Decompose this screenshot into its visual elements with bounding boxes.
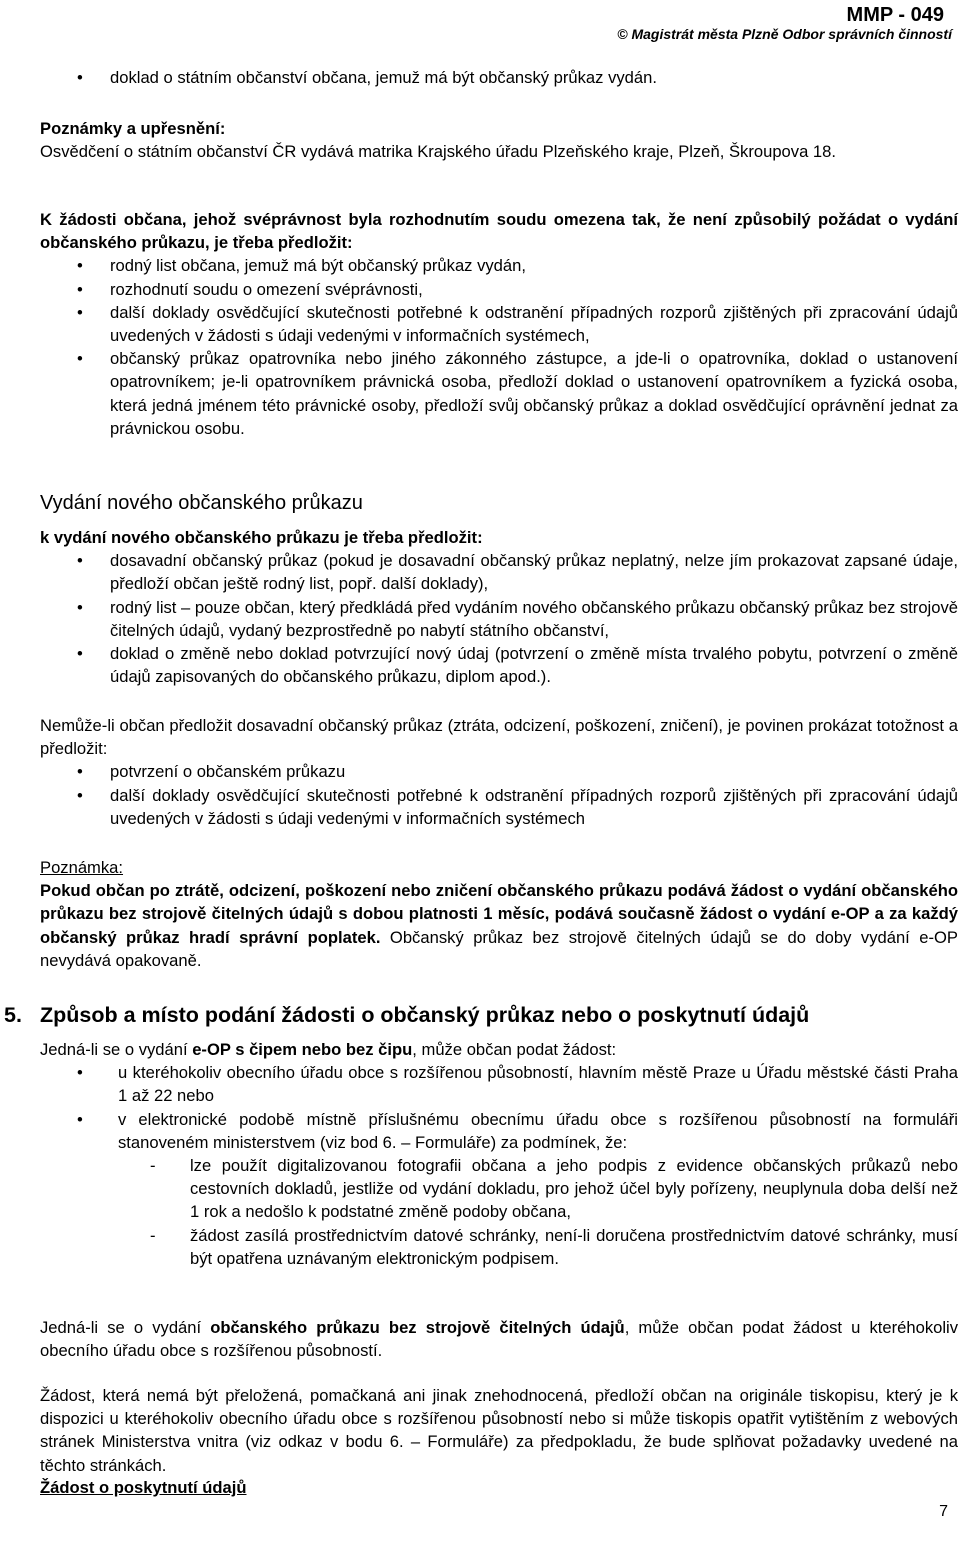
list-item: • v elektronické podobě místně příslušnému obecnímu úřadu obce s rozšířenou působností na formuláři stanoveném ministerstvem (viz bod 6. – Formuláře) za podmínek, že: bbox=[77, 1109, 958, 1152]
list-item: • rodný list – pouze občan, který předkládá před vydáním nového občanského průkazu občanský průkaz bez strojově čitelných údajů, vydaný bezprostředně po nabytí státního občanství, bbox=[77, 597, 958, 640]
list-item: • u kteréhokoliv obecního úřadu obce s rozšířenou působností, hlavním městě Praze u Úřadu městské části Praha 1 až 22 nebo bbox=[77, 1063, 958, 1106]
lost-id-text: Nemůže-li občan předložit dosavadní občanský průkaz (ztráta, odcizení, poškození, zničení), je povinen prokázat totožnost a předložit: bbox=[40, 716, 958, 759]
list-item: • doklad o změně nebo doklad potvrzující nový údaj (potvrzení o změně místa trvalého pobytu, potvrzení o změně údajů zapisovaných do občanského průkazu, diplom apod.). bbox=[77, 644, 958, 687]
bullet-icon: • bbox=[77, 1063, 83, 1083]
new-id-requirements bbox=[40, 526, 958, 688]
bullet-icon: • bbox=[77, 256, 83, 276]
list-item: - žádost zasílá prostřednictvím datové schránky, není-li doručena prostřednictvím datové schránky, musí být opatřena uznávaným elektronickým podpisem. bbox=[150, 1225, 958, 1268]
section-title: Způsob a místo podání žádosti o občanský průkaz nebo o poskytnutí údajů bbox=[40, 1003, 810, 1027]
list-item: • potvrzení o občanském průkazu bbox=[40, 760, 958, 783]
list-item: • dosavadní občanský průkaz (pokud je dosavadní občanský průkaz neplatný, nelze jím prokazovat zapsané údaje, předloží občan ještě rodný list, popř. další doklady), bbox=[77, 551, 958, 594]
bullet-icon: • bbox=[77, 349, 83, 369]
remark-block bbox=[40, 856, 958, 972]
notes-block bbox=[40, 117, 958, 163]
dash-icon: - bbox=[150, 1225, 156, 1245]
section-number: 5. bbox=[4, 1003, 22, 1027]
data-request-heading: Žádost o poskytnutí údajů bbox=[40, 1478, 247, 1497]
bullet-icon: • bbox=[77, 644, 83, 664]
lost-id-block bbox=[40, 714, 958, 830]
document-owner: © Magistrát města Plzně Odbor správních činností bbox=[617, 26, 952, 42]
bullet-icon: • bbox=[77, 762, 83, 782]
page-number: 7 bbox=[939, 1503, 948, 1520]
notes-text: Osvědčení o státním občanství ČR vydává matrika Krajského úřadu Plzeňského kraje, Plzeň, Škroupova 18. bbox=[40, 142, 836, 162]
list-item: • rozhodnutí soudu o omezení svéprávnosti, bbox=[40, 278, 958, 301]
document-code: MMP - 049 bbox=[846, 4, 944, 26]
form-paragraph: Žádost, která nemá být přeložená, pomačkaná ani jinak znehodnocená, předloží občan na originále tiskopisu, který je k dispozici u kteréhokoliv obecního úřadu obce s rozšířenou působností nebo si může tiskopis opatřit vytištěním z webových stránek Ministerstva vnitra (viz odkaz v bodu 6. – Formuláře) za předpokladu, že bude splňovat požadavky uvedené na těchto stránkách. bbox=[40, 1386, 958, 1475]
notes-heading: Poznámky a upřesnění: bbox=[40, 119, 226, 138]
new-id-title: Vydání nového občanského průkazu bbox=[40, 492, 363, 514]
submission-intro: Jedná-li se o vydání e-OP s čipem nebo bez čipu, může občan podat žádost: bbox=[40, 1040, 617, 1059]
bullet-icon: • bbox=[77, 302, 83, 322]
list-item: • další doklady osvědčující skutečnosti potřebné k odstranění případných rozporů zjištěných při zpracování údajů uvedených v žádosti s údaji vedenými v informačních systémech bbox=[77, 785, 958, 828]
remark-heading: Poznámka: bbox=[40, 858, 124, 877]
no-mrz-paragraph: Jedná-li se o vydání občanského průkazu bez strojově čitelných údajů, může občan podat žádost u kteréhokoliv obecního úřadu obce s rozšířenou působností. bbox=[40, 1318, 959, 1361]
bullet-icon: • bbox=[77, 551, 83, 571]
dash-icon: - bbox=[150, 1156, 156, 1176]
restricted-heading: K žádosti občana, jehož svéprávnost byla rozhodnutím soudu omezena tak, že není způsobilý požádat o vydání občanského průkazu, je třeba předložit: bbox=[40, 210, 958, 253]
restricted-capacity-block bbox=[40, 208, 958, 440]
bullet-icon: • bbox=[77, 279, 83, 299]
bullet-icon: • bbox=[77, 68, 83, 87]
submission-block bbox=[40, 1038, 958, 1270]
list-item: - lze použít digitalizovanou fotografii občana a jeho podpis z evidence občanských průkazů nebo cestovních dokladů, jestliže od vydání dokladu, pro jehož účel byly pořízeny, neuplynula doba delší než 1 rok a nedošlo k podstatné změně podoby občana, bbox=[150, 1156, 958, 1222]
bullet-icon: • bbox=[77, 1109, 83, 1129]
list-item: • rodný list občana, jemuž má být občanský průkaz vydán, bbox=[40, 254, 958, 277]
bullet-icon: • bbox=[77, 597, 83, 617]
remark-text: Pokud občan po ztrátě, odcizení, poškození nebo zničení občanského průkazu podává žádost o vydání občanského průkazu bez strojově čitelných údajů s dobou platnosti 1 měsíc, podává současně žádost o vydání e-OP a za každý občanský průkaz hradí správní poplatek. Občanský průkaz bez strojově čitelných údajů se do doby vydání e-OP nevydává opakovaně. bbox=[40, 881, 958, 970]
list-item: • občanský průkaz opatrovníka nebo jiného zákonného zástupce, a jde-li o opatrovníka, doklad o ustanovení opatrovníkem; je-li opatrovníkem právnická osoba, předloží doklad o ustanovení opatrovníkem a fyzická osoba, která jedná jménem této právnické osoby, předloží svůj občanský průkaz a doklad osvědčující oprávnění jednat za právnickou osobu. bbox=[77, 349, 958, 438]
list-item: • doklad o státním občanství občana, jemuž má být občanský průkaz vydán. bbox=[40, 66, 958, 89]
intro-bullet-list bbox=[40, 66, 958, 89]
list-item: • další doklady osvědčující skutečnosti potřebné k odstranění případných rozporů zjištěných při zpracování údajů uvedených v žádosti s údaji vedenými v informačních systémech, bbox=[77, 302, 958, 346]
new-id-subheading: k vydání nového občanského průkazu je třeba předložit: bbox=[40, 528, 483, 547]
bullet-icon: • bbox=[77, 785, 83, 805]
